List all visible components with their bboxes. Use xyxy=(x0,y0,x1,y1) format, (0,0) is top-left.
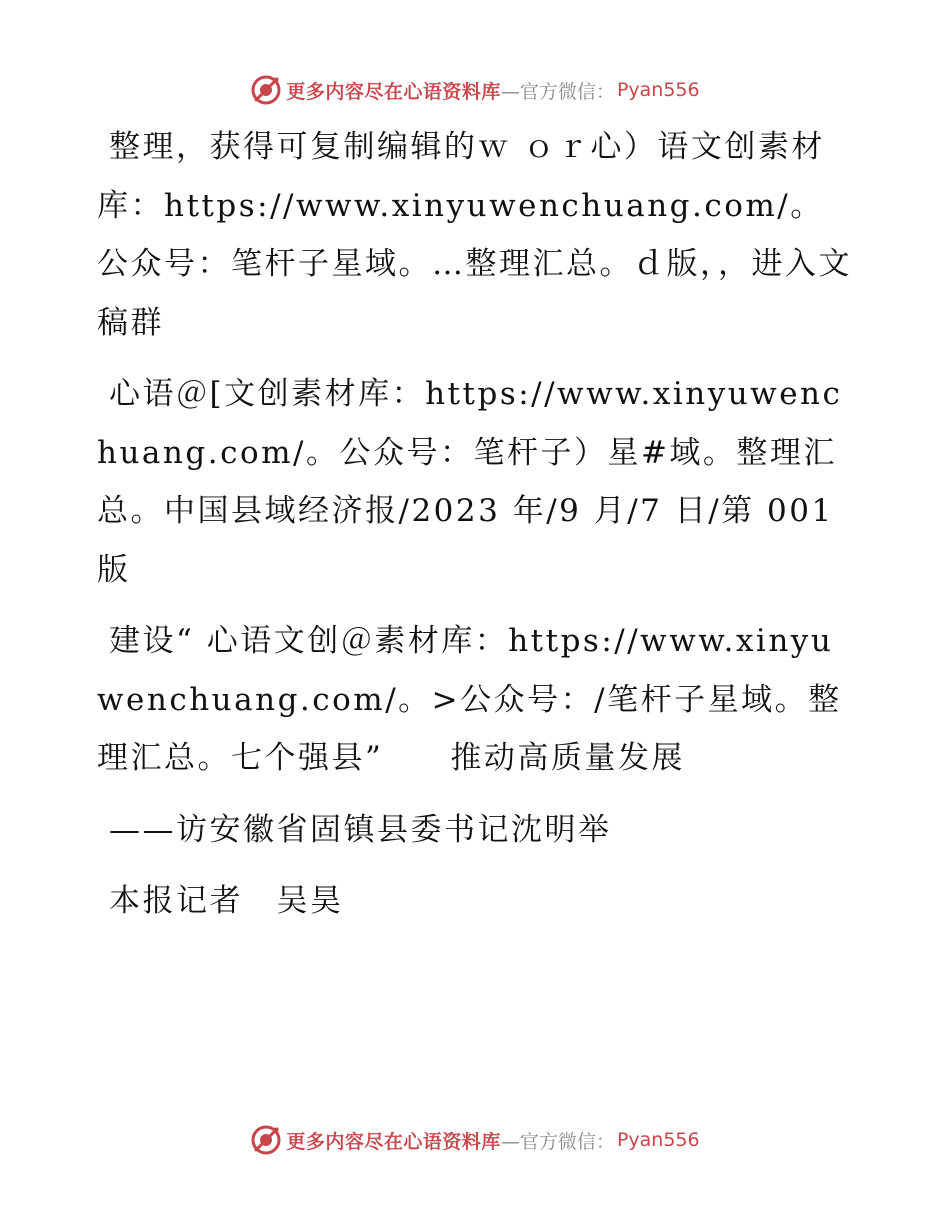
banner-contact: Pyan556 xyxy=(616,79,700,101)
banner-main-text: 更多内容尽在心语资料库 xyxy=(286,80,501,103)
banner-sub-text: —官方微信： xyxy=(500,1130,615,1153)
brand-logo-icon xyxy=(250,1124,282,1156)
document-body xyxy=(97,118,857,944)
banner-main-text: 更多内容尽在心语资料库 xyxy=(286,1130,501,1153)
banner-sub-text: —官方微信： xyxy=(500,80,615,103)
header-banner xyxy=(0,70,950,110)
paragraph: 建设“ 心语文创＠素材库：https://www.xinyuwenchuang.com/。>公众号：/笔杆子星域。整理汇总。七个强县” 推动高质量发展 xyxy=(97,623,842,776)
brand-logo-icon xyxy=(250,74,282,106)
footer-banner xyxy=(0,1120,950,1160)
subtitle: ——访安徽省固镇县委书记沈明举 xyxy=(109,811,612,848)
paragraph: 心语＠[文创素材库：https://www.xinyuwenchuang.com/。公众号：笔杆子）星#域。整理汇总。中国县域经济报/2023 年/9 月/7 日/第 001 版 xyxy=(97,376,843,588)
byline: 本报记者 吴昊 xyxy=(109,883,344,919)
banner-contact: Pyan556 xyxy=(616,1129,700,1151)
paragraph: 整理，获得可复制编辑的ｗ ｏｒ心）语文创素材库：https://www.xinyuwenchuang.com/。公众号：笔杆子星域。…整理汇总。ｄ版，，进入文稿群 xyxy=(97,129,852,341)
